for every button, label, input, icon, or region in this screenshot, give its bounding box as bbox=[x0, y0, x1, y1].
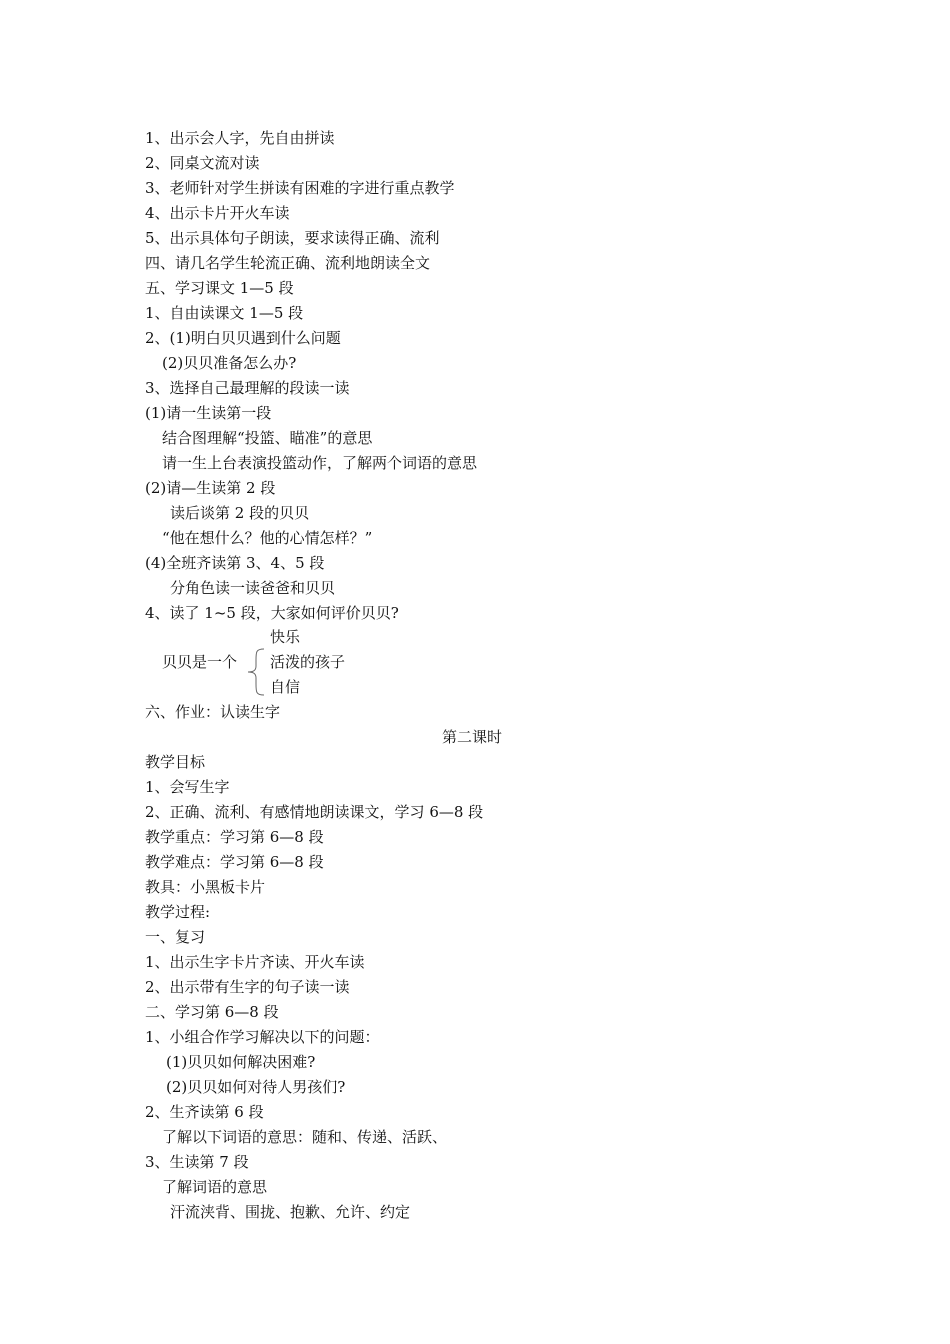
text-line: 3、选择自己最理解的段读一读 bbox=[145, 379, 350, 397]
text-line: 四、请几名学生轮流正确、流利地朗读全文 bbox=[145, 254, 431, 272]
brace-option: 活泼的孩子 bbox=[270, 653, 346, 671]
text-line: 1、出示会人字，先自由拼读 bbox=[145, 129, 335, 147]
text-line: (1)贝贝如何解决困难? bbox=[166, 1053, 316, 1071]
brace-option: 自信 bbox=[270, 678, 301, 696]
text-line: (2)贝贝准备怎么办? bbox=[162, 354, 297, 372]
text-line: 2、正确、流利、有感情地朗读课文，学习 6—8 段 bbox=[145, 803, 484, 821]
text-line: 教学过程: bbox=[145, 903, 211, 921]
brace-prefix: 贝贝是一个 bbox=[162, 653, 238, 671]
text-line: 教学目标 bbox=[145, 753, 206, 771]
text-line: 2、(1)明白贝贝遇到什么问题 bbox=[145, 329, 341, 347]
text-line: 1、出示生字卡片齐读、开火车读 bbox=[145, 953, 365, 971]
text-line: (4)全班齐读第 3、4、5 段 bbox=[145, 554, 325, 572]
curly-brace-icon bbox=[244, 648, 266, 696]
text-line: 2、同桌文流对读 bbox=[145, 154, 260, 172]
text-line: (1)请一生读第一段 bbox=[145, 404, 272, 422]
text-line: 分角色读一读爸爸和贝贝 bbox=[170, 579, 336, 597]
text-line: “他在想什么？他的心情怎样？” bbox=[162, 529, 373, 547]
text-line: 读后谈第 2 段的贝贝 bbox=[170, 504, 310, 522]
text-line: 一、复习 bbox=[145, 928, 206, 946]
text-line: 4、出示卡片开火车读 bbox=[145, 204, 290, 222]
text-line: 1、会写生字 bbox=[145, 778, 230, 796]
text-line: 3、老师针对学生拼读有困难的字进行重点教学 bbox=[145, 179, 455, 197]
text-line: 1、自由读课文 1—5 段 bbox=[145, 304, 304, 322]
text-line: 了解词语的意思 bbox=[162, 1178, 268, 1196]
text-line: (2)贝贝如何对待人男孩们? bbox=[166, 1078, 346, 1096]
text-line: 五、学习课文 1—5 段 bbox=[145, 279, 294, 297]
brace-option: 快乐 bbox=[270, 628, 301, 646]
text-line: 3、生读第 7 段 bbox=[145, 1153, 249, 1171]
text-line: 4、读了 1~5 段，大家如何评价贝贝? bbox=[145, 604, 399, 622]
text-line: 1、小组合作学习解决以下的问题： bbox=[145, 1028, 380, 1046]
text-line: 了解以下词语的意思：随和、传递、活跃、 bbox=[162, 1128, 448, 1146]
text-line: 汗流浃背、围拢、抱歉、允许、约定 bbox=[170, 1203, 411, 1221]
text-line: 请一生上台表演投篮动作，了解两个词语的意思 bbox=[162, 454, 478, 472]
text-line: 结合图理解“投篮、瞄准”的意思 bbox=[162, 429, 373, 447]
text-line: 2、生齐读第 6 段 bbox=[145, 1103, 264, 1121]
text-line: 教学难点：学习第 6—8 段 bbox=[145, 853, 324, 871]
text-line: 二、学习第 6—8 段 bbox=[145, 1003, 279, 1021]
text-line: 2、出示带有生字的句子读一读 bbox=[145, 978, 350, 996]
text-line: (2)请—生读第 2 段 bbox=[145, 479, 276, 497]
section-heading: 第二课时 bbox=[442, 728, 503, 746]
text-line: 教学重点：学习第 6—8 段 bbox=[145, 828, 324, 846]
text-line: 教具：小黑板卡片 bbox=[145, 878, 266, 896]
text-line: 5、出示具体句子朗读，要求读得正确、流利 bbox=[145, 229, 440, 247]
text-line: 六、作业：认读生字 bbox=[145, 703, 281, 721]
